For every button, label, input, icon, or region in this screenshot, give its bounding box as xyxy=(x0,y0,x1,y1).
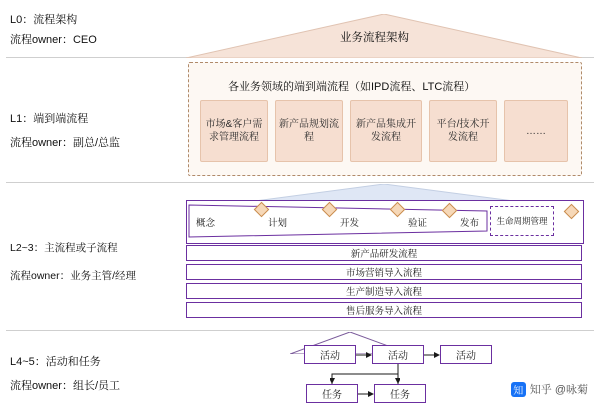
divider-l1-l2 xyxy=(6,182,594,183)
l23-stream-label-3: 生产制造导入流程 xyxy=(345,287,422,298)
l23-stream-bar-1[interactable] xyxy=(186,245,582,261)
l23-stream-bar-4[interactable] xyxy=(186,302,582,318)
l1-process-box-2[interactable]: 新产品规划流程 xyxy=(275,100,343,162)
connector-activity-to-task xyxy=(330,364,400,384)
l0-roof-label: 业务流程架构 xyxy=(340,32,409,44)
watermark-text: 知乎 @咏菊 xyxy=(529,384,588,396)
l1-process-box-3[interactable]: 新产品集成开发流程 xyxy=(350,100,422,162)
l23-phase-3: 开发 xyxy=(340,218,360,229)
arrow-task-1-to-2 xyxy=(358,389,374,399)
l23-stream-bar-3[interactable] xyxy=(186,283,582,299)
arrow-activity-1-to-2 xyxy=(356,350,372,360)
divider-l2-l4 xyxy=(6,330,594,331)
l45-task-1[interactable]: 任务 xyxy=(306,384,358,403)
l23-phase-4: 验证 xyxy=(408,218,428,229)
l23-stream-label-2: 市场营销导入流程 xyxy=(345,268,422,279)
zhihu-logo-icon: 知 xyxy=(511,382,526,397)
l45-activity-1[interactable]: 活动 xyxy=(304,345,356,364)
l23-phase-1: 概念 xyxy=(196,218,216,229)
level-label-l23-line2: 流程owner：业务主管/经理 xyxy=(10,270,137,282)
l23-stream-bar-2[interactable] xyxy=(186,264,582,280)
level-label-l0-line1: L0：流程架构 xyxy=(10,14,78,26)
l23-stream-label-1: 新产品研发流程 xyxy=(350,249,418,260)
l1-title: 各业务领域的端到端流程（如IPD流程、LTC流程） xyxy=(228,81,476,93)
level-label-l45-line2: 流程owner：组长/员工 xyxy=(10,380,121,392)
l23-phase-5: 发布 xyxy=(460,218,480,229)
arrow-activity-2-to-3 xyxy=(424,350,440,360)
l45-activity-3[interactable]: 活动 xyxy=(440,345,492,364)
watermark xyxy=(507,379,592,399)
level-label-l1-line2: 流程owner：副总/总监 xyxy=(10,137,121,149)
level-label-l45-line1: L4~5：活动和任务 xyxy=(10,356,101,368)
l1-process-box-5[interactable]: …… xyxy=(504,100,568,162)
level-label-l23-line1: L2~3：主流程或子流程 xyxy=(10,242,118,254)
l23-stream-label-4: 售后服务导入流程 xyxy=(345,306,422,317)
level-label-l1-line1: L1：端到端流程 xyxy=(10,113,89,125)
l23-phase-2: 计划 xyxy=(268,218,288,229)
l45-task-2[interactable]: 任务 xyxy=(374,384,426,403)
l1-process-box-1[interactable]: 市场&客户需求管理流程 xyxy=(200,100,268,162)
l1-process-box-4[interactable]: 平台/技术开发流程 xyxy=(429,100,497,162)
l23-lifecycle-box: 生命周期管理 xyxy=(490,206,554,236)
level-label-l0-line2: 流程owner：CEO xyxy=(10,34,97,46)
l45-activity-2[interactable]: 活动 xyxy=(372,345,424,364)
